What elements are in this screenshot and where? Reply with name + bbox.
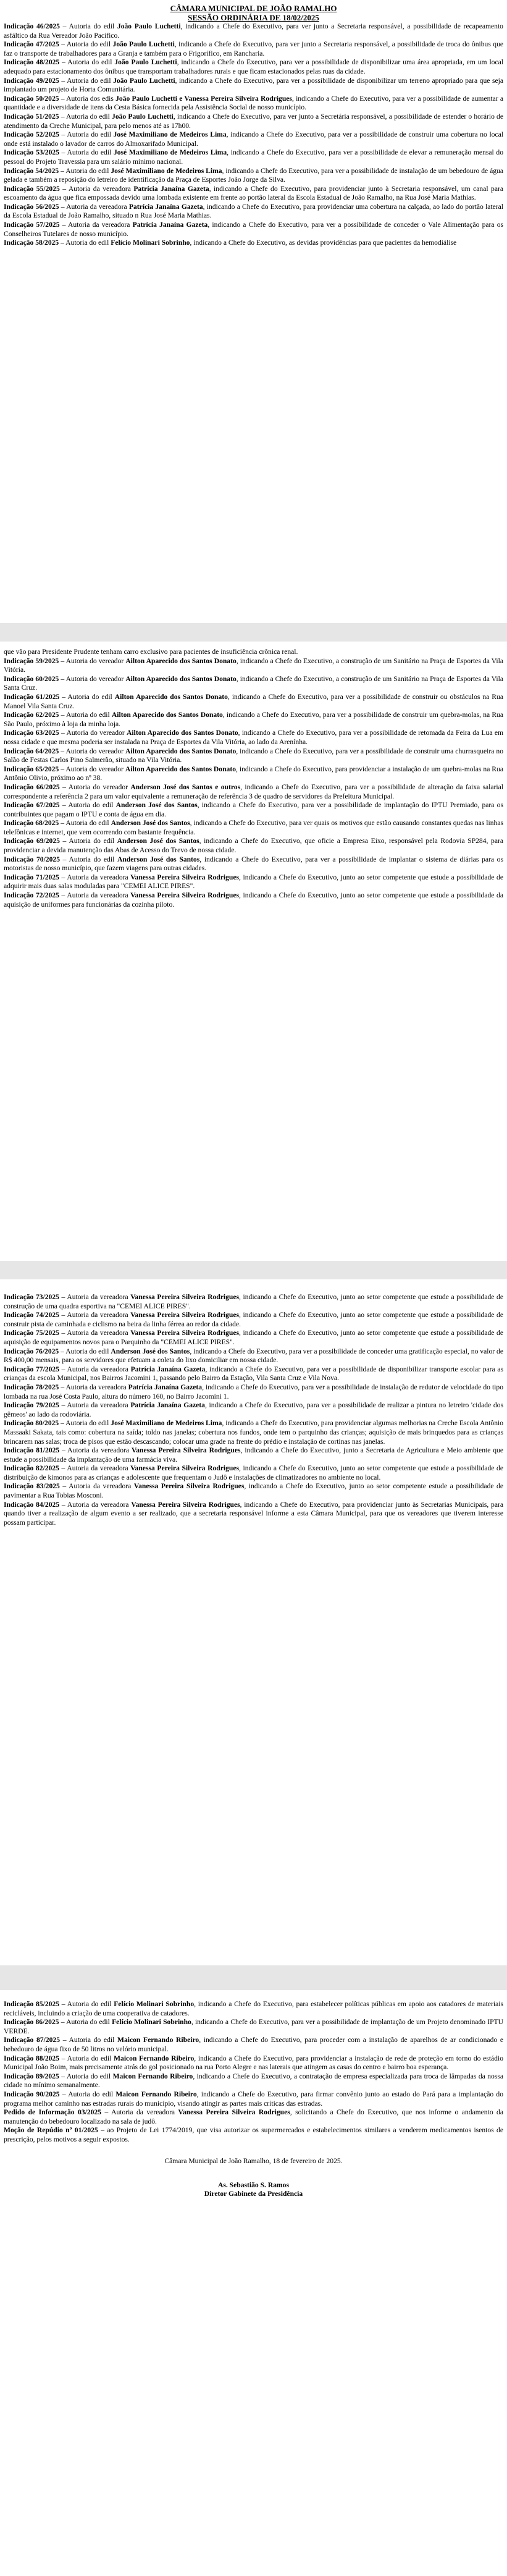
entry-heading: Indicação 59/2025 — [4, 656, 59, 665]
document-entry — [4, 2090, 503, 2108]
entry-author: Maicon Fernando Ribeiro — [115, 2090, 197, 2098]
entry-text: – Autoria do edil — [59, 2000, 114, 2008]
entry-heading: Indicação 68/2025 — [4, 819, 59, 828]
entry-text: – Autoria do vereador — [59, 782, 131, 791]
entry-text: – Autoria do edil — [59, 112, 112, 121]
document-entry — [4, 95, 503, 112]
entry-author: Ailton Aparecido dos Santos Donato — [111, 711, 223, 719]
entry-text: – Autoria da vereadora — [59, 1383, 128, 1391]
document-entry — [4, 239, 503, 248]
entry-heading: Indicação 61/2025 — [4, 692, 60, 701]
entry-author: João Paulo Luchetti — [114, 58, 177, 67]
entry-text: – Autoria do edil — [59, 76, 114, 85]
entry-body: , indicando a Chefe do Executivo, para proceder com a instalação de aparelhos de ar condicionado e bebedouro de água fixo de 50 litros no velório municipal. — [4, 2036, 504, 2053]
entry-text: – Autoria da vereadora — [59, 202, 129, 211]
entry-heading: Indicação 75/2025 — [4, 1329, 59, 1337]
entry-heading: Indicação 49/2025 — [4, 76, 59, 85]
entry-text: – Autoria do edil — [59, 239, 111, 247]
document-entry — [4, 711, 503, 729]
page-separator — [0, 1965, 507, 1990]
entry-body: , indicando a Chefe do Executivo, junto ao setor competente estude a possibilidade de pavimentar a Rua Tobias Mosconi. — [4, 1482, 503, 1500]
document-entry — [4, 1293, 503, 1311]
document-entry — [4, 2036, 503, 2054]
document-page-4 — [0, 2000, 507, 2198]
document-entry — [4, 58, 503, 76]
entry-text: – Autoria do edil — [59, 837, 117, 845]
document-entry — [4, 1347, 503, 1365]
chamber-title: CÂMARA MUNICIPAL DE JOÃO RAMALHO — [170, 4, 337, 13]
entry-text: – Autoria da vereadora — [101, 2108, 178, 2117]
entry-body: , indicando a Chefe do Executivo, junto ao setor competente que estude a possibilidade de construir pista de caminhada e ciclismo na beira da linha férrea ao redor da cidade. — [4, 1311, 503, 1328]
entry-text: – Autoria da vereadora — [59, 221, 133, 229]
entry-heading: Indicação 48/2025 — [4, 58, 60, 67]
entry-author: Ailton Aparecido dos Santos Donato — [125, 674, 237, 683]
entry-author: Patrícia Janaína Gazeta — [128, 202, 203, 211]
entry-body: , indicando a Chefe do Executivo, para ver a possibilidade de instalação de um bebedouro de água gelada e também a reposição do letreiro de identificação da Praça de Esportes João Jorge da Silva. — [4, 166, 504, 184]
entry-heading: Indicação 56/2025 — [4, 202, 59, 211]
entry-author: João Paulo Luchetti e Vanessa Pereira Silveira Rodrigues — [115, 94, 292, 103]
entry-text: – Autoria da vereadora — [59, 1482, 134, 1491]
entry-author: Maicon Fernando Ribeiro — [117, 2036, 199, 2044]
document-entry — [4, 1419, 503, 1446]
entry-author: José Maximiliano de Medeiros Lima — [113, 130, 227, 139]
entry-body: , indicando a Chefe do Executivo, junto ao setor competente que estude a possibilidade de construção de uma quadra esportiva na "CEMEI ALICE PIRES". — [4, 1293, 503, 1310]
entry-body: , indicando a Chefe do Executivo, para ver a possibilidade de realizar a pintura no letreiro 'cidade dos gêmeos' ao lado da rodoviária. — [4, 1401, 503, 1418]
entry-body: , indicando a Chefe do Executivo, para providenciar algumas melhorias na Creche Escola Antônio Massaaki Sakata, tais como: cobertura na saída; toldo nas janelas; cobertura nos fundos, onde tem o parquinho das crianças; aquisição de mais brinquedos para as crianças brincarem nas salas; troca de pisos que estão descascando; colocar uma grade na frente do prédio e instalação de cortinas nas janelas. — [4, 1419, 504, 1446]
entry-author: Patrícia Janaína Gazeta — [132, 221, 208, 229]
entry-text: – Autoria do edil — [60, 2036, 118, 2044]
page-separator — [0, 1261, 507, 1279]
document-entry — [4, 2108, 503, 2126]
document-page-1 — [0, 4, 507, 248]
entry-heading: Indicação 47/2025 — [4, 40, 59, 49]
entries-list — [4, 1293, 503, 1527]
entry-heading: Indicação 71/2025 — [4, 873, 59, 881]
document-entry — [4, 855, 503, 873]
entry-body: , indicando a Chefe do Executivo, para ver a possibilidade de alteração da faixa salarial correspondente a referência 2 para um valor equivalente a remuneração de referência 3 de quadro de servidores da Prefeitura Municipal. — [4, 782, 504, 800]
entry-heading: Indicação 50/2025 — [4, 94, 59, 103]
entry-heading: Indicação 46/2025 — [4, 22, 60, 30]
document-entry — [4, 1311, 503, 1329]
entry-text: – Autoria da vereadora — [59, 873, 131, 881]
document-entry — [4, 2000, 503, 2018]
entry-body: , indicando a Chefe do Executivo, para providenciar junto às Secretarias Municipais, para quando tiver a realização de algum evento a ser realizado, que a secretaria responsável informe a esta Câmara Municipal, para que os vereadores que tiverem interesse possam participar. — [4, 1500, 504, 1527]
entry-body: , indicando a Chefe do Executivo, para ver junto a Secretária responsável, a possibilidade de estender o horário de atendimento da Creche Municipal, para pelo menos até as 17h00. — [4, 112, 504, 130]
entry-text: – Autoria do vereador — [59, 656, 126, 665]
entry-body: , indicando a Chefe do Executivo, junto ao setor competente que estude a possibilidade de distribuição de kimonos para as crianças e adolescente que frequentam o Judô e instalações de climatizadores no ambiente no local. — [4, 1464, 503, 1481]
entry-body: , indicando a Chefe do Executivo, as devidas providências para que pacientes da hemodiálise — [190, 239, 457, 247]
signer-name: As. Sebastião S. Ramos — [218, 2180, 289, 2189]
entry-body: , indicando a Chefe do Executivo, para providenciar junto à Secretaria responsável, um canal para escoamento da água que fica empossada devido uma lombada existente em frente ao portão lateral da Escola Estadual de João Ramalho, na Rua José Maria Mathias. — [4, 184, 503, 202]
entry-heading: Pedido de Informação 03/2025 — [4, 2108, 102, 2117]
entry-body: , indicando a Chefe do Executivo, para ver a possibilidade de disponibilizar um terreno apropriado para que seja implantado um projeto de Horta Comunitária. — [4, 76, 503, 94]
entry-heading: Indicação 63/2025 — [4, 729, 59, 737]
entry-body: , indicando a Chefe do Executivo, para providenciar a instalação de rede de proteção em torno do estádio Municipal João Boim, mais precisamente atrás do gol posicionado na rua Porto Alegre e nas laterais que atingem as casas do centro e bairro boa esperança. — [4, 2054, 504, 2072]
document-entry — [4, 657, 503, 675]
entry-body: , indicando a Chefe do Executivo, para estabelecer políticas públicas em apoio aos catadores de materiais recicláveis, incluindo a criação de uma cooperativa de catadores. — [4, 2000, 503, 2017]
entry-author: Felício Molinari Sobrinho — [111, 239, 190, 247]
entry-heading: Indicação 86/2025 — [4, 2018, 59, 2027]
document-entry — [4, 1446, 503, 1464]
entry-text: – Autoria do edil — [59, 711, 112, 719]
entry-body: , indicando a Chefe do Executivo, a contratação de empresa especializada para troca de lâmpadas da nossa cidade no mínimo semanalmente. — [4, 2072, 504, 2090]
document-entry — [4, 112, 503, 130]
entry-author: Ailton Aparecido dos Santos Donato — [125, 656, 237, 665]
entry-heading: Moção de Repúdio nº 01/2025 — [4, 2126, 98, 2135]
entry-heading: Indicação 72/2025 — [4, 891, 59, 900]
entry-text: – Autoria do vereador — [59, 747, 125, 755]
entry-text: – Autoria do edil — [59, 2018, 112, 2027]
document-entry — [4, 40, 503, 58]
entry-heading: Indicação 90/2025 — [4, 2090, 60, 2098]
document-entry — [4, 1482, 503, 1500]
document-entry — [4, 1329, 503, 1347]
entry-body: , indicando a Chefe do Executivo, para ver a possibilidade de construir uma cobertura no local onde está instalado o lavador de carros do Almoxarifado Municipal. — [4, 130, 503, 148]
document-entry — [4, 765, 503, 783]
entry-body: , indicando a Chefe do Executivo, a construção de um Sanitário na Praça de Esportes da Vila Vitória. — [4, 656, 503, 674]
entry-text: – Autoria do vereador — [59, 674, 126, 683]
entry-body: , indicando a Chefe do Executivo, junto a Secretaria de Agricultura e Meio ambiente que estude a possibilidade da implantação de uma farmácia viva. — [4, 1446, 503, 1464]
document-entry — [4, 729, 503, 747]
document-entry — [4, 130, 503, 148]
entry-body: , indicando a Chefe do Executivo, para ver junto a Secretaria responsável, a possibilidade de recapeamento asfáltico da Rua Vereador João Pacífico. — [4, 22, 503, 40]
entry-author: José Maximiliano de Medeiros Lima — [111, 166, 222, 175]
entry-author: Anderson José dos Santos — [111, 819, 190, 828]
document-entry — [4, 891, 503, 909]
entry-text: – Autoria do edil — [59, 130, 114, 139]
document-entry — [4, 2072, 503, 2090]
entry-heading: Indicação 89/2025 — [4, 2072, 59, 2080]
document-entry — [4, 693, 503, 711]
entry-body: , indicando a Chefe do Executivo, para ver a possibilidade de conceder o Vale Alimentação para os Conselheiros Tutelares de nosso município. — [4, 221, 504, 238]
entry-heading: Indicação 76/2025 — [4, 1347, 59, 1355]
entry-heading: Indicação 65/2025 — [4, 765, 59, 773]
signer-title: Diretor Gabinete da Presidência — [204, 2189, 303, 2198]
entry-body: , indicando a Chefe do Executivo, para ver quais os motivos que estão causando constantes quedas nas linhas telefônicas e internet, que vem ocorrendo com bastante frequência. — [4, 819, 503, 836]
entry-text: – Autoria do edil — [59, 819, 111, 828]
entry-heading: Indicação 74/2025 — [4, 1311, 59, 1320]
entry-text: – Autoria da vereadora — [59, 1464, 131, 1473]
entry-author: José Maximiliano de Medeiros Lima — [111, 1419, 222, 1428]
entry-text: – Autoria da vereadora — [59, 1329, 131, 1337]
entry-author: João Paulo Luchetti — [112, 112, 174, 121]
entry-author: Felício Molinari Sobrinho — [112, 2018, 191, 2027]
entry-body: , indicando a Chefe do Executivo, para ver a possibilidade de implantar o sistema de diárias para os motoristas de nosso município, que fazem viagens para outras cidades. — [4, 855, 503, 873]
entry-body: , indicando a Chefe do Executivo, para ver a possibilidade de construir ou obstáculos na Rua Manoel Vila Santa Cruz. — [4, 692, 503, 710]
entry-author: Patrícia Janaína Gazeta — [128, 1383, 203, 1391]
document-entry — [4, 675, 503, 693]
entry-heading: Indicação 55/2025 — [4, 184, 60, 193]
entry-author: Vanessa Pereira Silveira Rodrigues — [130, 1329, 239, 1337]
document-page-2 — [0, 648, 507, 909]
entry-author: José Maximiliano de Medeiros Lima — [113, 148, 227, 157]
entry-text: – Autoria da vereadora — [59, 1401, 131, 1410]
entry-text: – Autoria do edil — [59, 692, 115, 701]
document-entry — [4, 167, 503, 185]
document-entry — [4, 22, 503, 40]
entry-author: Vanessa Pereira Silveira Rodrigues — [131, 1446, 241, 1455]
entry-body: , solicitando a Chefe do Executivo, que nos informe o andamento da manutenção do bebedouro localizado na sala de judô. — [4, 2108, 504, 2125]
document-entry — [4, 837, 503, 855]
entry-body: , indicando a Chefe do Executivo, para ver a possibilidade de disponibilizar transporte escolar para as crianças da escola Municipal, nos Bairros Jacomini 1, passando pelo Bairro da Estação, Vila Santa Cruz e Vila Nova. — [4, 1365, 504, 1383]
entry-author: Patrícia Janaína Gazeta — [130, 1365, 206, 1373]
entry-text: – Autoria da vereadora — [59, 1500, 132, 1509]
signature-block — [4, 2181, 503, 2198]
entry-body: , indicando a Chefe do Executivo, para ver a possibilidade de implantação de um Projeto denominado IPTU VERDE. — [4, 2018, 503, 2035]
entry-body: , indicando a Chefe do Executivo, para ver a possibilidade de construir um quebra-molas, na Rua São Paulo, próximo à loja da minha loja. — [4, 711, 503, 728]
session-title: SESSÃO ORDINÁRIA DE 18/02/2025 — [188, 13, 319, 22]
entries-list — [4, 22, 503, 248]
entry-heading: Indicação 82/2025 — [4, 1464, 59, 1473]
entry-heading: Indicação 69/2025 — [4, 837, 60, 845]
document-entry — [4, 185, 503, 203]
page-separator — [0, 623, 507, 642]
entry-author: Maicon Fernando Ribeiro — [112, 2072, 193, 2080]
entries-list — [4, 648, 503, 909]
entry-body: , indicando a Chefe do Executivo, a construção de um Sanitário na Praça de Esportes da Vila Santa Cruz. — [4, 674, 503, 692]
entry-author: Ailton Aparecido dos Santos Donato — [125, 747, 237, 755]
entry-heading: Indicação 51/2025 — [4, 112, 59, 121]
entry-heading: Indicação 85/2025 — [4, 2000, 60, 2008]
entry-author: Anderson José dos Santos — [117, 837, 199, 845]
entry-text: – Autoria da vereadora — [59, 891, 131, 900]
entry-author: Vanessa Pereira Silveira Rodrigues — [178, 2108, 290, 2117]
entries-list — [4, 2000, 503, 2145]
entry-author: João Paulo Luchetti — [117, 22, 181, 30]
entry-heading: Indicação 77/2025 — [4, 1365, 59, 1373]
document-entry — [4, 1365, 503, 1383]
entry-body: , indicando a Chefe do Executivo, para ver a possibilidade de implantação do IPTU Premiado, para os contribuintes que pagam o IPTU e conta de água em dia. — [4, 801, 503, 818]
document-header — [4, 4, 503, 22]
entry-author: Anderson José dos Santos — [111, 1347, 190, 1355]
document-entry — [4, 148, 503, 166]
entry-heading: Indicação 81/2025 — [4, 1446, 60, 1455]
entry-heading: Indicação 62/2025 — [4, 711, 59, 719]
entry-author: Vanessa Pereira Silveira Rodrigues — [130, 1464, 239, 1473]
document-entry — [4, 1401, 503, 1419]
entry-text: – Autoria do edil — [60, 855, 117, 863]
entry-heading: Indicação 78/2025 — [4, 1383, 59, 1391]
entry-author: Ailton Aparecido dos Santos Donato — [114, 692, 228, 701]
entry-author: Vanessa Pereira Silveira Rodrigues — [130, 873, 239, 881]
document-entry — [4, 747, 503, 765]
entry-text: – Autoria do vereador — [59, 765, 125, 773]
entry-heading: Indicação 67/2025 — [4, 801, 60, 810]
document-entry — [4, 2054, 503, 2072]
entry-text: – Autoria do edil — [59, 2090, 116, 2098]
entry-body: , indicando a Chefe do Executivo, para ver a possibilidade de construir uma churrasqueira no Salão de Festas Carlos Pino Salmerão, situado na Vila Vitória. — [4, 747, 503, 765]
entry-body: , indicando a Chefe do Executivo, para ver a possibilidade de retomada da Feira da Lua em nossa cidade e que mesma poderia ser instalada na Praça de Esportes da Vila Vitória, ao lado da Arenínha. — [4, 729, 503, 746]
entry-body: , indicando a Chefe do Executivo, para providenciar a instalação de um quebra-molas na Rua Antônio Olivio, próximo ao nº 38. — [4, 765, 503, 782]
document-page-3 — [0, 1293, 507, 1527]
entry-body: , indicando a Chefe do Executivo, para ver a possibilidade de conceder uma gratificação especial, no valor de R$ 400,00 mensais, para os servidores que efetuam a coleta do lixo domiciliar em nossa cidade. — [4, 1347, 503, 1365]
entry-text: – Autoria dos edis — [59, 94, 116, 103]
entry-body: , indicando a Chefe do Executivo, para ver a possibilidade de disponibilizar uma área apropriada, em um local adequado para estacionamento dos ônibus que transportam trabalhadores rurais e que ficam estacionados pelas ruas da cidade. — [4, 58, 503, 75]
entry-heading: Indicação 87/2025 — [4, 2036, 61, 2044]
entry-heading: Indicação 84/2025 — [4, 1500, 60, 1509]
entry-heading: Indicação 52/2025 — [4, 130, 59, 139]
entry-body: , indicando a Chefe do Executivo, que oficie a Empresa Eixo, responsável pela Rodovia SP284, para providenciar a devida manutenção das Abas de Acesso do Trevo de nossa cidade. — [4, 837, 503, 855]
document-entry — [4, 819, 503, 837]
document-entry — [4, 221, 503, 239]
document-entry — [4, 2018, 503, 2036]
entry-text: – Autoria do edil — [59, 1347, 111, 1355]
entry-author: Patrícia Janaína Gazeta — [133, 184, 209, 193]
document-entry — [4, 873, 503, 891]
entry-text: – ao Projeto de Lei 1774/2019, que visa autorizar os supermercados e estabelecimentos similares a venderem medicamentos isentos de prescrição, pelos motivos a seguir expostos. — [4, 2126, 503, 2143]
entry-text: – Autoria da vereadora — [59, 184, 134, 193]
entry-heading: Indicação 60/2025 — [4, 674, 59, 683]
entry-text: – Autoria do edil — [59, 148, 114, 157]
entry-author: João Paulo Luchetti — [113, 76, 175, 85]
entry-heading: Indicação 53/2025 — [4, 148, 59, 157]
entry-text: – Autoria do edil — [59, 40, 113, 49]
entry-text: – Autoria da vereadora — [59, 1311, 131, 1320]
document-entry — [4, 648, 503, 657]
entry-heading: Indicação 80/2025 — [4, 1419, 59, 1428]
document-entry — [4, 203, 503, 221]
entry-heading: Indicação 88/2025 — [4, 2054, 60, 2062]
entry-author: João Paulo Luchetti — [112, 40, 175, 49]
document-entry — [4, 1383, 503, 1401]
entry-author: Felício Molinari Sobrinho — [114, 2000, 195, 2008]
entry-text: – Autoria do edil — [59, 2072, 113, 2080]
entry-body: , indicando a Chefe do Executivo, para ver a possibilidade de elevar a remuneração mensal do pessoal do Projeto Travessia para um salário mínimo nacional. — [4, 148, 504, 166]
entry-author: Anderson José dos Santos — [115, 801, 198, 810]
entry-author: Vanessa Pereira Silveira Rodrigues — [130, 1311, 239, 1320]
entry-heading: Indicação 73/2025 — [4, 1293, 59, 1301]
entry-heading: Indicação 57/2025 — [4, 221, 60, 229]
entry-author: Vanessa Pereira Silveira Rodrigues — [133, 1482, 245, 1491]
entry-text: – Autoria do edil — [59, 22, 117, 30]
entry-body: , indicando a Chefe do Executivo, para ver a possibilidade de aumentar a quantidade e a diversidade de itens da Cesta Básica fornecida pela Assistência Social de nosso município. — [4, 94, 504, 112]
entry-heading: Indicação 58/2025 — [4, 239, 59, 247]
document-entry — [4, 1464, 503, 1482]
entry-body: , indicando a Chefe do Executivo, para ver junto a Secretaria responsável, a possibilidade de troca do ônibus que faz o transporte de trabalhadores para a Granja e também para o Frigorífico, em Rancharia. — [4, 40, 504, 57]
entry-author: Anderson José dos Santos e outros — [130, 782, 241, 791]
entry-text: – Autoria do vereador — [59, 729, 127, 737]
entry-heading: Indicação 66/2025 — [4, 782, 60, 791]
entry-author: Vanessa Pereira Silveira Rodrigues — [131, 1500, 240, 1509]
entry-author: Ailton Aparecido dos Santos Donato — [127, 729, 238, 737]
entry-heading: Indicação 54/2025 — [4, 166, 59, 175]
entry-body: , indicando a Chefe do Executivo, para providenciar uma cobertura na calçada, ao lado do portão lateral da Escola Estadual de João Ramalho, situado n Rua José Maria Mathias. — [4, 202, 504, 220]
document-entry — [4, 783, 503, 801]
entry-body: , indicando a Chefe do Executivo, junto ao setor competente que estude a possibilidade de adquirir mais duas salas moduladas para "CEMEI ALICE PIRES". — [4, 873, 503, 891]
entry-text: – Autoria do edil — [59, 1419, 111, 1428]
entry-text: – Autoria do edil — [59, 166, 111, 175]
entry-body: , indicando a Chefe do Executivo, para ver a possibilidade de instalação de redutor de velocidade do tipo lombada na rua José Costa Paulo, altura do número 160, no Bairro Jacomini 1. — [4, 1383, 503, 1400]
entry-author: Vanessa Pereira Silveira Rodrigues — [130, 1293, 239, 1301]
entry-heading: Indicação 83/2025 — [4, 1482, 60, 1491]
entry-body: , indicando a Chefe do Executivo, para firmar convênio junto ao estado do Pará para a implantação do programa melhor caminho nas estradas rurais do município, visando atingir as partes mais críticas das estradas. — [4, 2090, 504, 2108]
entry-text: – Autoria do edil — [59, 58, 115, 67]
entry-text: – Autoria do edil — [59, 2054, 114, 2062]
document-entry — [4, 1501, 503, 1528]
entry-author: Anderson José dos Santos — [117, 855, 200, 863]
entry-author: Vanessa Pereira Silveira Rodrigues — [130, 891, 239, 900]
document-entry — [4, 2126, 503, 2144]
entry-text: – Autoria da vereadora — [59, 1365, 131, 1373]
entry-text: – Autoria da vereadora — [59, 1293, 131, 1301]
entry-heading: Indicação 70/2025 — [4, 855, 60, 863]
entry-heading: Indicação 64/2025 — [4, 747, 59, 755]
entry-heading: Indicação 79/2025 — [4, 1401, 59, 1410]
entry-body: , indicando a Chefe do Executivo, junto ao setor competente que estude a possibilidade de aquisição de equipamentos novos para o Parquinho da "CEMEI ALICE PIRES". — [4, 1329, 503, 1346]
entry-text: – Autoria da vereadora — [59, 1446, 132, 1455]
entry-text: – Autoria do edil — [59, 801, 116, 810]
place-date: Câmara Municipal de João Ramalho, 18 de fevereiro de 2025. — [164, 2156, 343, 2165]
entry-author: Ailton Aparecido dos Santos Donato — [125, 765, 236, 773]
entry-author: Maicon Fernando Ribeiro — [114, 2054, 195, 2062]
document-entry — [4, 77, 503, 95]
entry-body: , indicando a Chefe do Executivo, junto ao setor competente que estude a possibilidade da aquisição de uniformes para funcionárias da cozinha piloto. — [4, 891, 503, 909]
entry-text: que vão para Presidente Prudente tenham carro exclusivo para pacientes de insuficiência crônica renal. — [4, 648, 298, 656]
entry-author: Patrícia Janaína Gazeta — [130, 1401, 205, 1410]
document-entry — [4, 801, 503, 819]
